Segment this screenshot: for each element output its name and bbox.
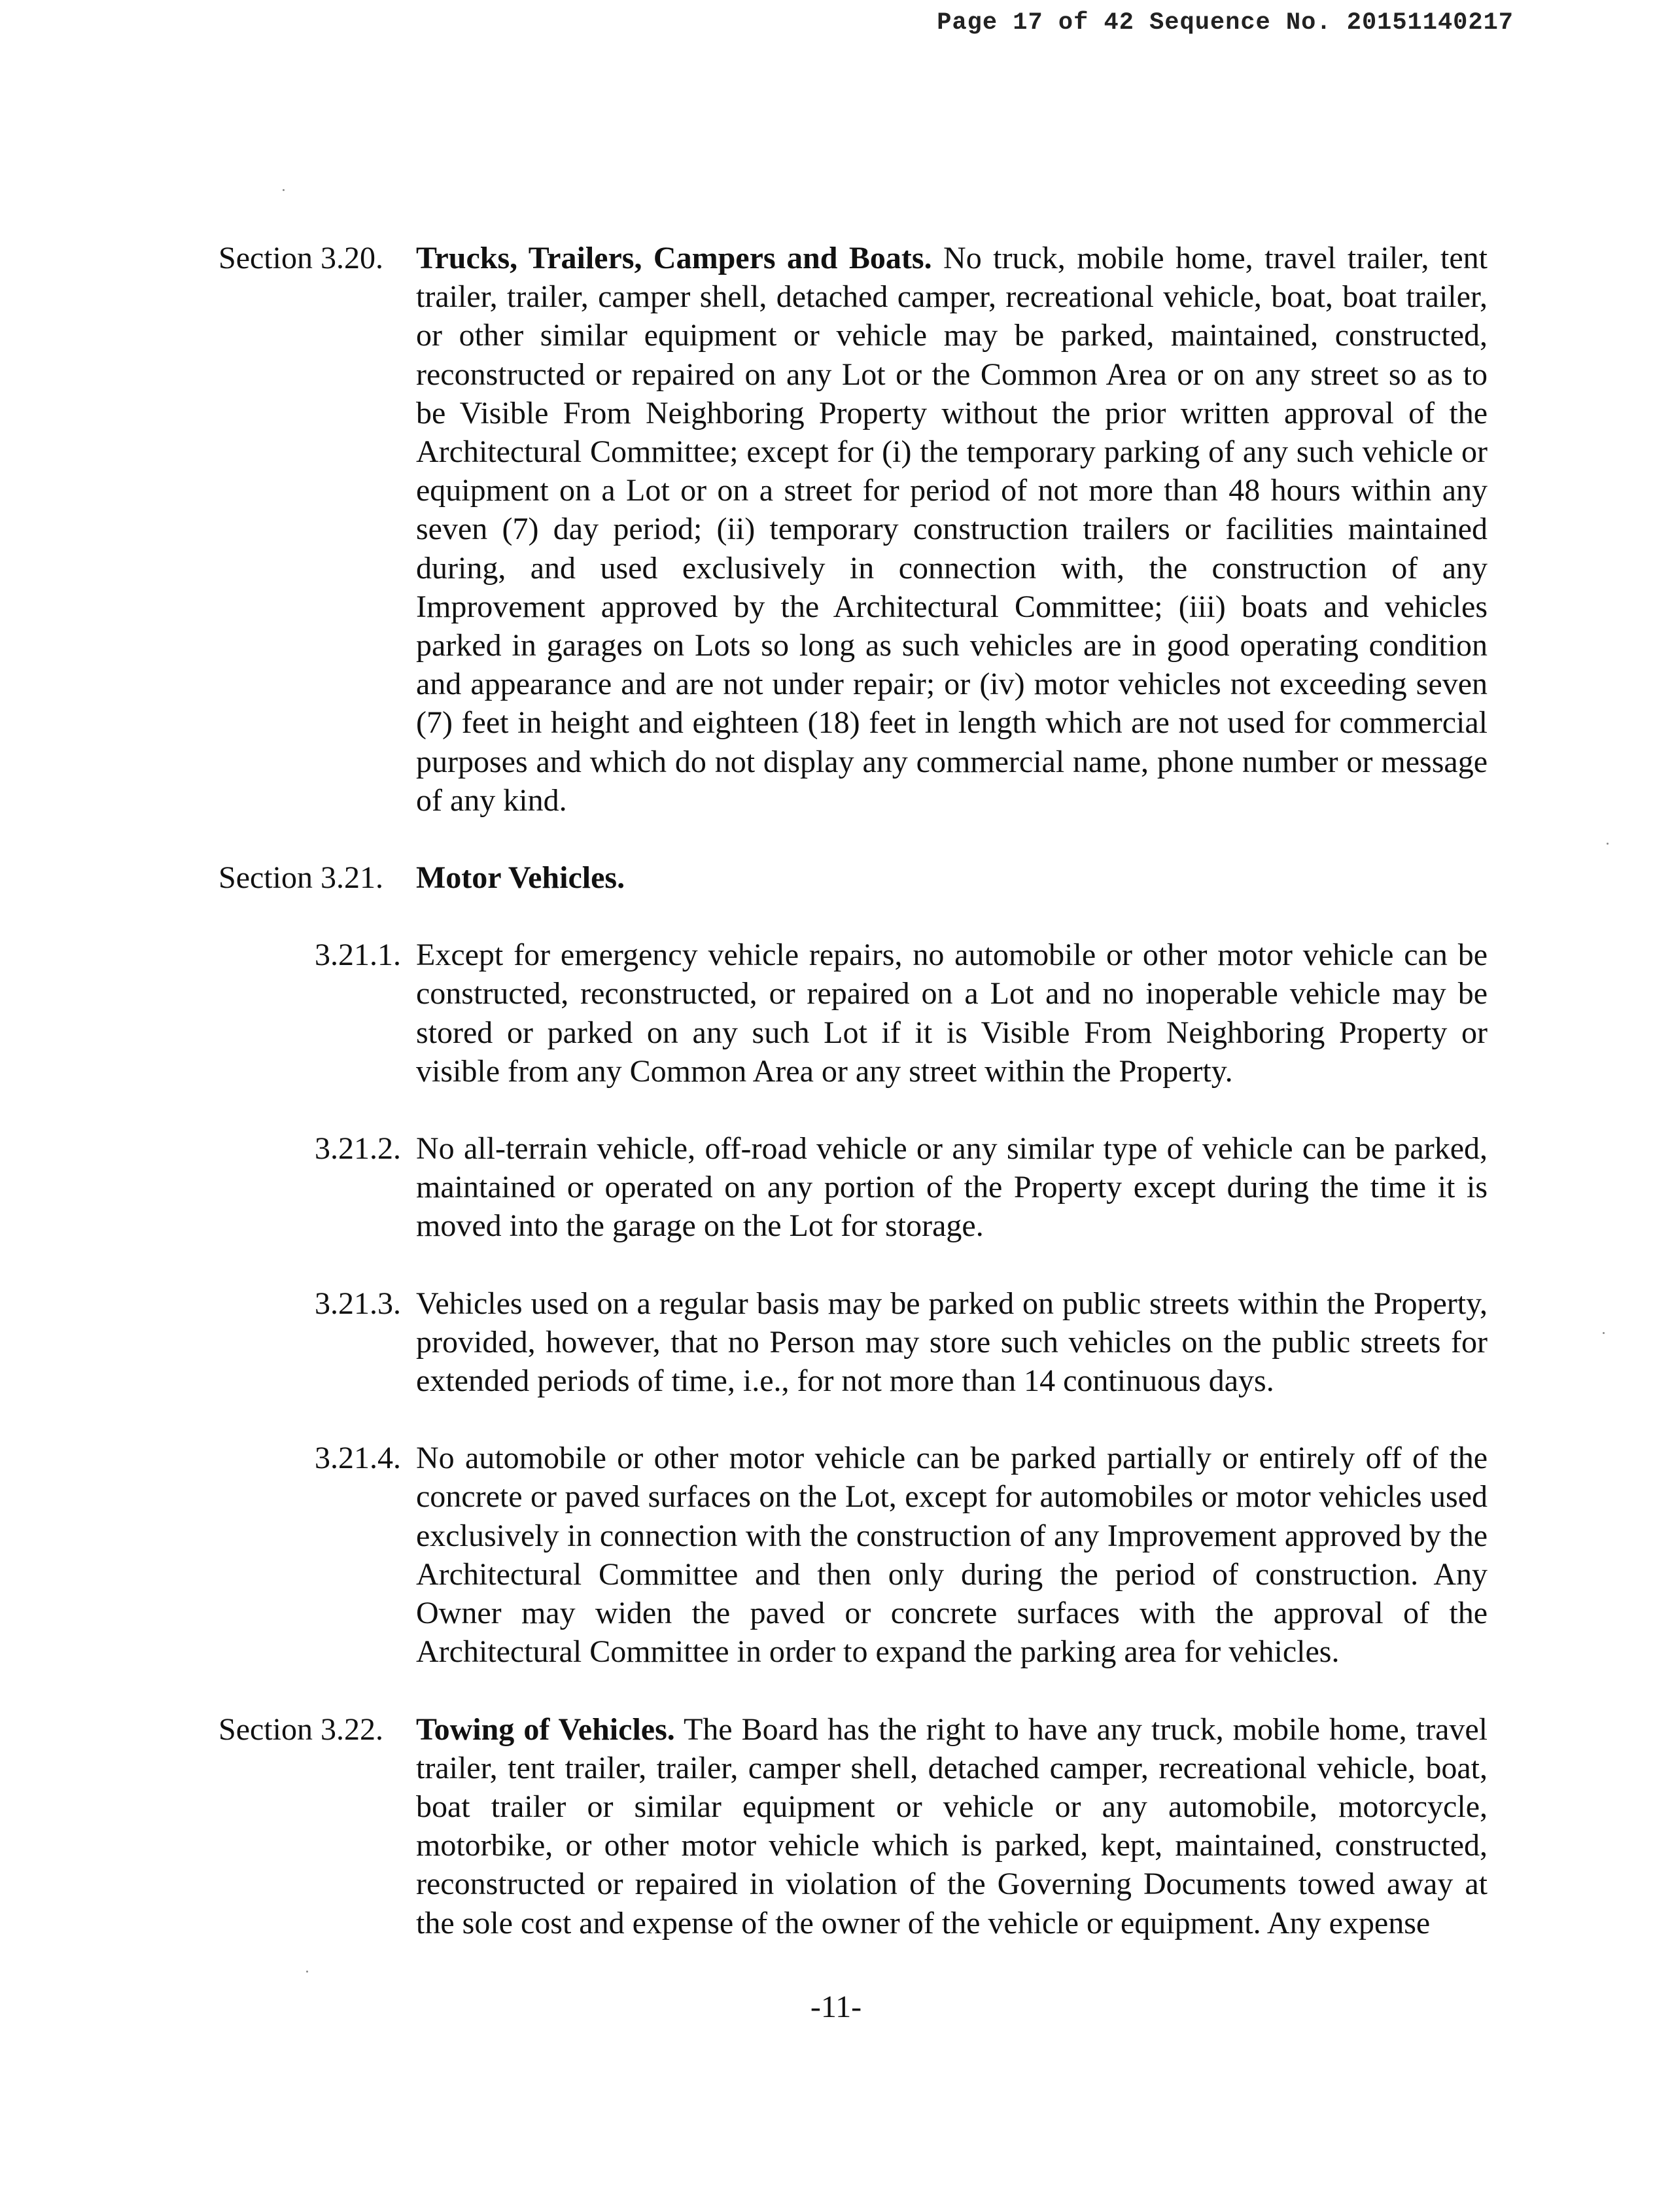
subsection-3-21-2	[315, 1129, 1488, 1246]
subsection-number: 3.21.4.	[315, 1441, 401, 1476]
subsection-number: 3.21.1.	[315, 938, 401, 973]
scan-speck	[283, 189, 285, 191]
scan-speck	[1607, 843, 1609, 845]
page-sequence-stamp: Page 17 of 42 Sequence No. 20151140217	[937, 9, 1514, 37]
section-paragraph	[416, 1710, 1488, 1942]
section-number: Section 3.20.	[218, 241, 383, 275]
section-title: Motor Vehicles.	[416, 860, 625, 896]
subsection-3-21-3	[315, 1284, 1488, 1401]
section-title: Towing of Vehicles.	[416, 1712, 675, 1747]
page-number: -11-	[810, 1990, 862, 2024]
subsection-text: No all-terrain vehicle, off-road vehicle or any similar type of vehicle can be parked, maintained or operated on any portion of the Property except during the time it is moved into the garage on the Lot for storage.	[416, 1131, 1488, 1244]
section-number: Section 3.22.	[218, 1712, 383, 1747]
section-paragraph	[416, 239, 1488, 820]
document-body	[218, 239, 1488, 1981]
subsection-text: Vehicles used on a regular basis may be parked on public streets within the Property, provided, however, that no Person may store such vehicles on the public streets for extended periods of time, i.e., for not more than 14 continuous days.	[416, 1286, 1488, 1399]
section-text: No truck, mobile home, travel trailer, tent trailer, trailer, camper shell, detached camper, recreational vehicle, boat, boat trailer, or other similar equipment or vehicle may be parked, maintained, constructed, reconstructed or repaired on any Lot or the Common Area or on any street so as to be Visible From Neighboring Property without the prior written approval of the Architectural Committee; except for (i) the temporary parking of any such vehicle or equipment on a Lot or on a street for period of not more than 48 hours within any seven (7) day period; (ii) temporary construction trailers or facilities maintained during, and used exclusively in connection with, the construction of any Improvement approved by the Architectural Committee; (iii) boats and vehicles parked in garages on Lots so long as such vehicles are in good operating condition and appearance and are not under repair; or (iv) motor vehicles not exceeding seven (7) feet in height and eighteen (18) feet in length which are not used for commercial purposes and which do not display any commercial name, phone number or message of any kind.	[416, 241, 1488, 818]
section-text: The Board has the right to have any truck, mobile home, travel trailer, tent trailer, trailer, camper shell, detached camper, recreational vehicle, boat, boat trailer or similar equipment or vehicle or any automobile, motorcycle, motorbike, or other motor vehicle which is parked, kept, maintained, constructed, reconstructed or repaired in violation of the Governing Documents towed away at the sole cost and expense of the owner of the vehicle or equipment. Any expense	[416, 1712, 1488, 1940]
section-3-22	[218, 1710, 1488, 1942]
scan-speck	[1603, 1332, 1605, 1334]
subsection-3-21-1	[315, 936, 1488, 1091]
subsection-number: 3.21.3.	[315, 1286, 401, 1321]
subsection-3-21-4	[315, 1439, 1488, 1671]
subsection-number: 3.21.2.	[315, 1131, 401, 1167]
subsection-text: Except for emergency vehicle repairs, no automobile or other motor vehicle can be constructed, reconstructed, or repaired on a Lot and no inoperable vehicle may be stored or parked on any such Lot if it is Visible From Neighboring Property or visible from any Common Area or any street within the Property.	[416, 938, 1488, 1089]
subsection-text: No automobile or other motor vehicle can be parked partially or entirely off of the concrete or paved surfaces on the Lot, except for automobiles or motor vehicles used exclusively in connection with the construction of any Improvement approved by the Architectural Committee and then only during the period of construction. Any Owner may widen the paved or concrete surfaces with the approval of the Architectural Committee in order to expand the parking area for vehicles.	[416, 1441, 1488, 1670]
section-number: Section 3.21.	[218, 860, 383, 896]
section-paragraph	[416, 858, 1488, 897]
section-title: Trucks, Trailers, Campers and Boats.	[416, 241, 932, 275]
section-3-21	[218, 858, 1488, 897]
section-3-20	[218, 239, 1488, 820]
